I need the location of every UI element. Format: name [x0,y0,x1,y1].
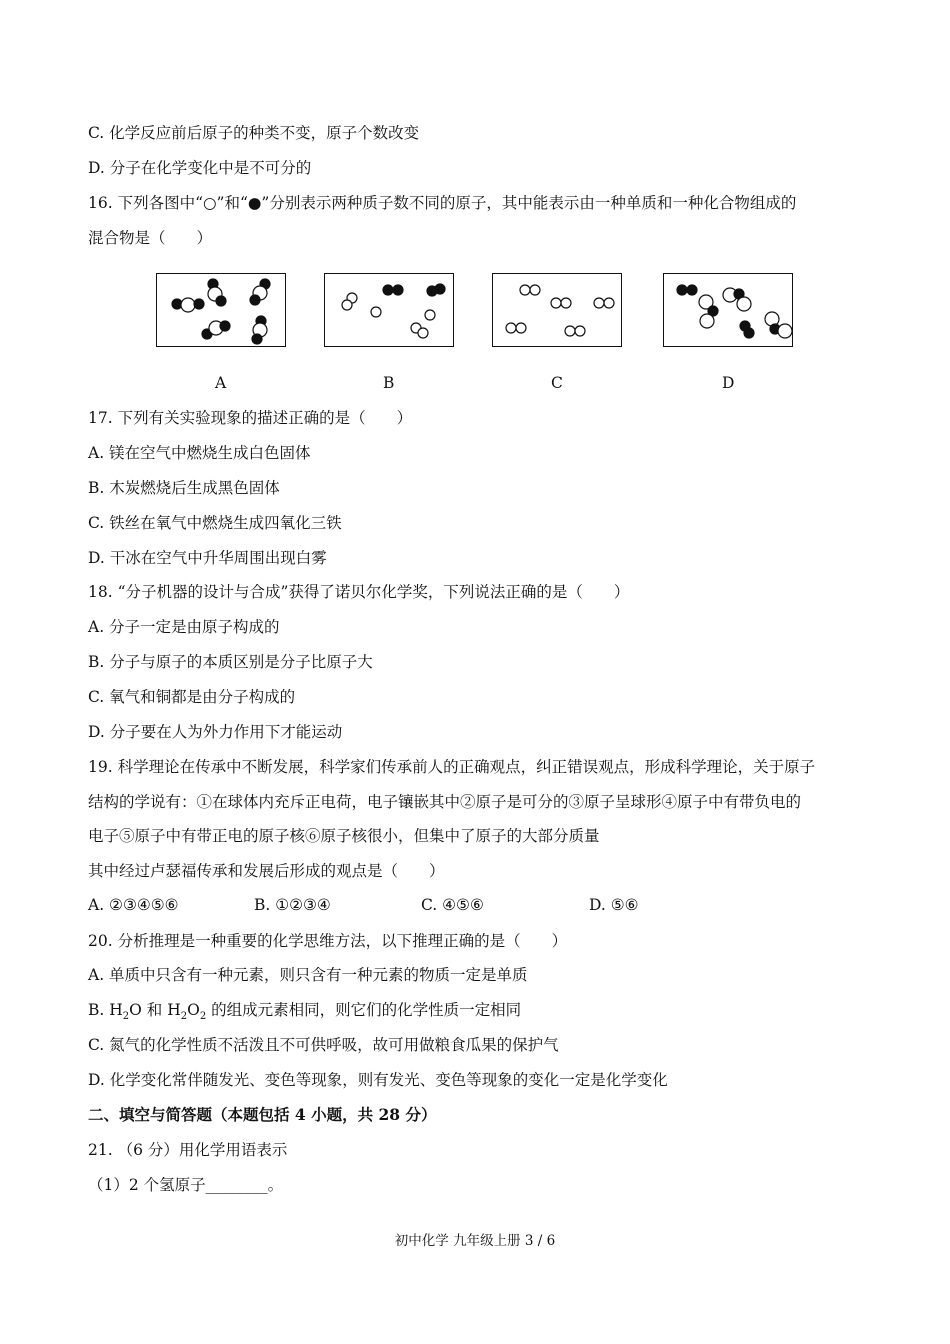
question-17-option-c: C. 铁丝在氧气中燃烧生成四氧化三铁 [88,514,342,532]
question-19-option-c: C. ④⑤⑥ [421,896,484,914]
question-20-option-a: A. 单质中只含有一种元素，则只含有一种元素的物质一定是单质 [88,966,528,984]
question-20-text: 20. 分析推理是一种重要的化学思维方法，以下推理正确的是（ ） [88,932,568,950]
molecule-diagram-d [664,274,794,348]
option-b-suffix: 的组成元素相同，则它们的化学性质一定相同 [206,1001,522,1019]
formula-text: O [187,1001,200,1019]
question-20-option-d: D. 化学变化常伴随发光、变色等现象，则有发光、变色等现象的变化一定是化学变化 [88,1071,668,1089]
question-16-text-cont: 混合物是（ ） [88,229,213,247]
question-19-text-cont-1: 结构的学说有：①在球体内充斥正电荷，电子镶嵌其中②原子是可分的③原子呈球形④原子中有带负电的 [88,793,802,811]
option-b-prefix: B. H [88,1001,123,1019]
figure-label-b: B [383,374,395,392]
subscript: 2 [180,1011,188,1023]
molecule-diagram-a [157,274,287,348]
question-19-text-cont-2: 电子⑤原子中有带正电的原子核⑥原子核很小，但集中了原子的大部分质量 [88,827,600,845]
figure-label-c: C [551,374,563,392]
section-heading: 二、填空与简答题（本题包括 4 小题，共 28 分） [88,1105,437,1124]
molecule-diagram-c [493,274,623,348]
question-18-option-a: A. 分子一定是由原子构成的 [88,618,280,636]
question-19-option-d: D. ⑤⑥ [589,896,639,914]
question-18-text: 18. “分子机器的设计与合成”获得了诺贝尔化学奖，下列说法正确的是（ ） [88,583,630,601]
option-d-q15: D. 分子在化学变化中是不可分的 [88,159,312,177]
subscript: 2 [199,1011,207,1023]
subscript: 2 [122,1011,130,1023]
question-21-part-1: （1）2 个氢原子________。 [88,1176,284,1194]
figure-label-a: A [215,374,227,392]
figure-a [156,273,286,347]
question-20-option-c: C. 氮气的化学性质不活泼且不可供呼吸，故可用做粮食瓜果的保护气 [88,1036,559,1054]
question-20-option-b [88,1000,521,1027]
question-19-prompt: 其中经过卢瑟福传承和发展后形成的观点是（ ） [88,862,445,880]
question-19-text: 19. 科学理论在传承中不断发展，科学家们传承前人的正确观点，纠正错误观点，形成科学理论，关于原子 [88,758,816,776]
question-17-option-d: D. 干冰在空气中升华周围出现白雾 [88,549,327,567]
question-21-text: 21. （6 分）用化学用语表示 [88,1141,288,1159]
figure-label-d: D [722,374,735,392]
formula-text: O 和 H [129,1001,181,1019]
question-18-option-c: C. 氧气和铜都是由分子构成的 [88,688,296,706]
figure-b [324,273,454,347]
page-footer: 初中化学 九年级上册 3 / 6 [394,1233,556,1249]
question-17-text: 17. 下列有关实验现象的描述正确的是（ ） [88,409,413,427]
question-17-option-b: B. 木炭燃烧后生成黑色固体 [88,479,280,497]
question-19-option-a: A. ②③④⑤⑥ [88,896,179,914]
figure-d [663,273,793,347]
question-18-option-b: B. 分子与原子的本质区别是分子比原子大 [88,653,373,671]
question-19-option-b: B. ①②③④ [254,896,331,914]
question-18-option-d: D. 分子要在人为外力作用下才能运动 [88,723,343,741]
molecule-diagram-b [325,274,455,348]
question-16-text: 16. 下列各图中“○”和“●”分别表示两种质子数不同的原子，其中能表示由一种单质和一种化合物组成的 [88,194,797,212]
option-c-q15: C. 化学反应前后原子的种类不变，原子个数改变 [88,124,420,142]
question-17-option-a: A. 镁在空气中燃烧生成白色固体 [88,444,311,462]
figure-c [492,273,622,347]
